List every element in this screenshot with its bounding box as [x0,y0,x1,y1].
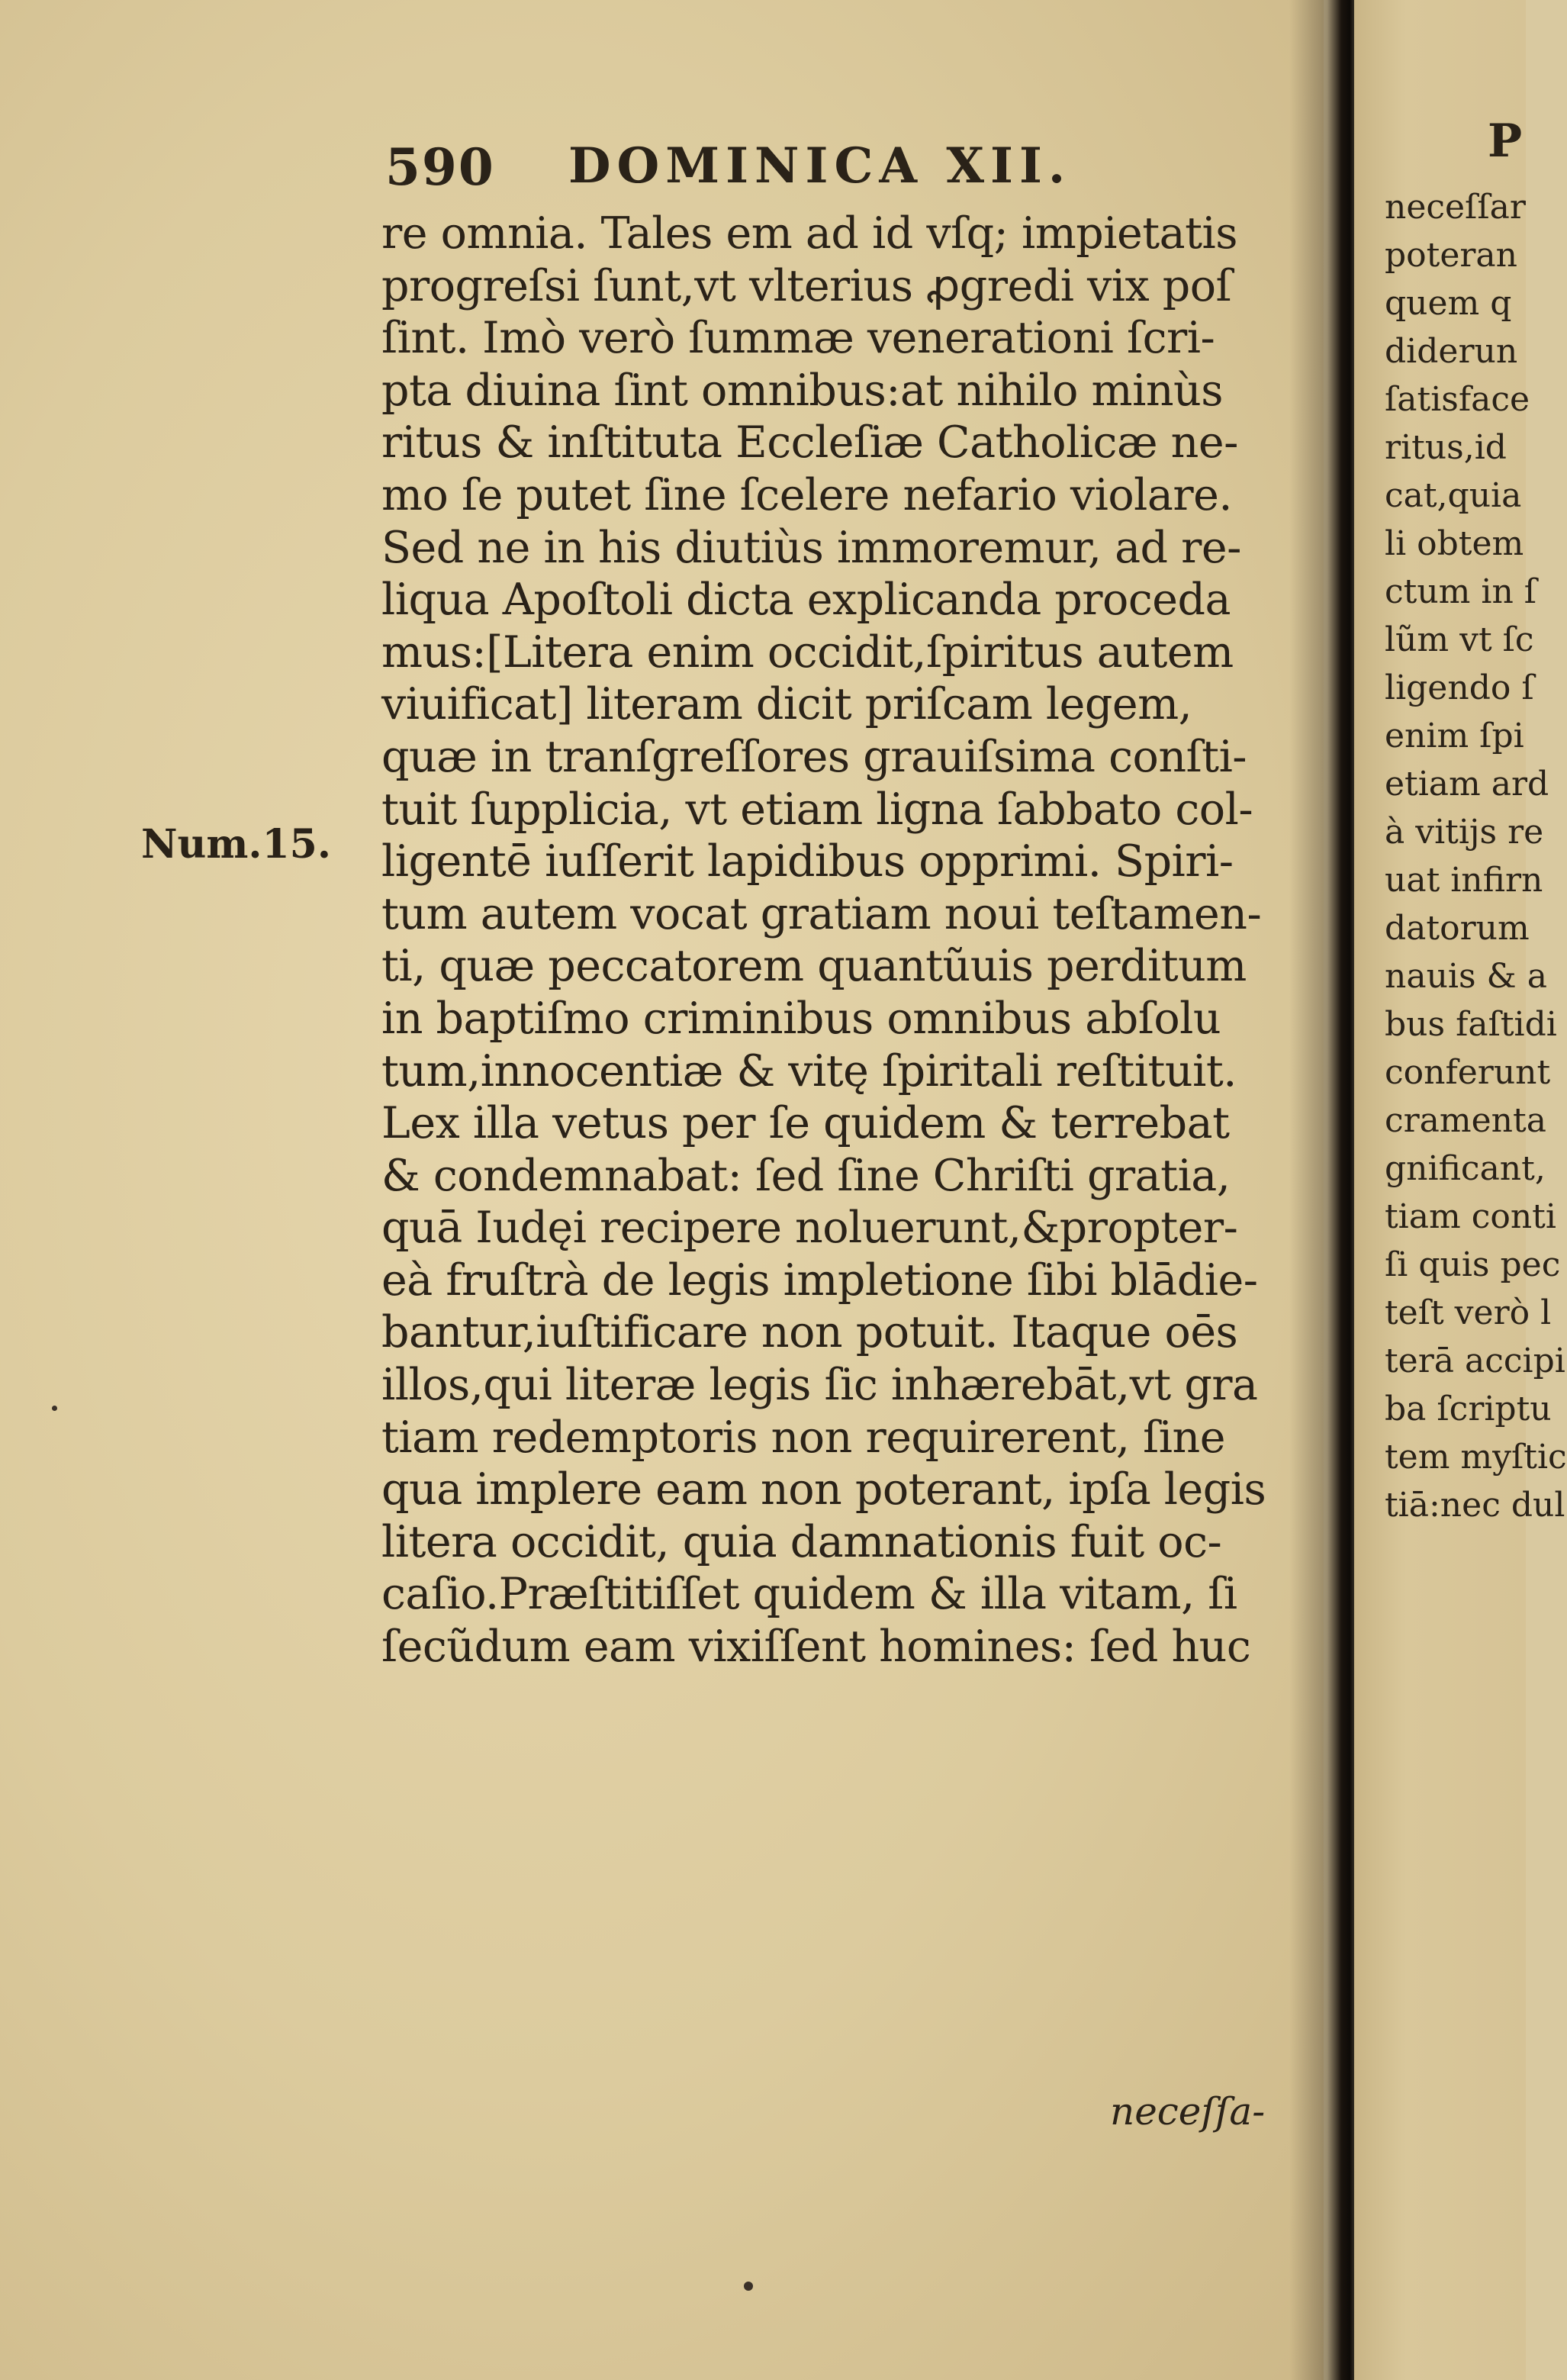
text-line: terā accipi [1385,1341,1565,1380]
text-line: diderun [1385,332,1518,371]
text-line: bus faſtidi [1385,1005,1557,1044]
right-page-text [1385,183,1567,1529]
text-line: nauis & a [1385,957,1547,996]
text-line: progreſsi ſunt,vt vlterius ꝓgredi vix poſ [381,260,1232,311]
text-line: quem q [1385,284,1512,323]
text-line: tum autem vocat gratiam noui teſtamen- [381,888,1262,939]
text-line: à vitijs re [1385,813,1544,852]
text-line: & condemnabat: ſed ſine Chriſti gratia, [381,1150,1231,1201]
text-line: litera occidit, quia damnationis fuit oc- [381,1516,1222,1567]
ink-speck [52,1406,57,1411]
text-line: enim ſpi [1385,717,1524,755]
text-line: li obtem [1385,524,1524,563]
text-line: ctum in ſ [1385,572,1537,611]
text-line: illos,qui literæ legis ſic inhærebāt,vt gra [381,1360,1258,1411]
text-line: tem myſtic [1385,1438,1567,1477]
text-line: quā Iudęi recipere noluerunt,&propter- [381,1203,1238,1254]
text-line: tiam redemptoris non requirerent, ſine [381,1412,1225,1463]
text-line: cat,quia [1385,476,1522,515]
text-line: re omnia. Tales em ad id vſq; impietatis [381,208,1237,259]
text-line: ſi quis pec [1385,1245,1561,1284]
margin-note: Num.15. [141,821,331,868]
text-line: tiam conti [1385,1197,1556,1236]
text-line: tiā:nec dul [1385,1486,1565,1525]
page-number: 590 [385,137,495,197]
text-line: conferunt [1385,1053,1551,1092]
text-line: quæ in tranſgreſſores grauiſsima conſti- [381,731,1247,782]
text-line: teſt verò l [1385,1293,1552,1332]
text-line: eà fruſtrà de legis impletione ſibi blādie- [381,1254,1258,1306]
text-line: qua implere eam non poterant, ipſa legis [381,1464,1266,1515]
text-line: etiam ard [1385,765,1549,804]
text-line: lũm vt ſc [1385,620,1534,659]
text-line: poteran [1385,236,1517,275]
text-line: bantur,iuſtificare non potuit. Itaque oēs [381,1307,1238,1358]
catchword: neceſſa- [1110,2089,1266,2134]
text-line: tuit ſupplicia, vt etiam ligna ſabbato col- [381,784,1253,835]
text-line: ba ſcriptu [1385,1390,1552,1428]
body-text [381,208,1324,1673]
text-line: neceſſar [1385,188,1526,227]
text-line: mus:[Litera enim occidit,ſpiritus autem [381,626,1234,678]
text-line: caſio.Præſtitiſſet quidem & illa vitam, ſi [381,1569,1237,1620]
text-line: viuificat] literam dicit priſcam legem, [381,679,1192,730]
text-line: ritus,id [1385,428,1507,467]
text-line: ti, quæ peccatorem quantũuis perditum [381,941,1247,992]
ink-speck [744,2282,753,2291]
text-line: tum,innocentiæ & vitę ſpiritali reſtituit. [381,1045,1237,1097]
text-line: Lex illa vetus per ſe quidem & terrebat [381,1098,1230,1149]
text-line: ligendo ſ [1385,668,1534,707]
text-line: in baptiſmo criminibus omnibus abſolu [381,993,1221,1044]
text-line: gnificant, [1385,1149,1546,1188]
right-page-header: P [1488,114,1523,168]
right-page [1354,0,1567,2380]
text-line: Sed ne in his diutiùs immoremur, ad re- [381,522,1241,573]
page-header [385,137,1301,206]
text-line: uat infirn [1385,861,1543,900]
text-line: pta diuina ſint omnibus:at nihilo minùs [381,365,1223,416]
text-line: mo ſe putet ſine ſcelere nefario violare. [381,469,1232,520]
text-line: ſint. Imò verò ſummæ venerationi ſcri- [381,313,1215,364]
text-line: cramenta [1385,1101,1546,1140]
text-line: datorum [1385,909,1530,948]
running-title: DOMINICA XII. [568,137,1072,195]
text-line: ritus & inſtituta Eccleſiæ Catholicæ ne- [381,417,1238,469]
text-line: ſecũdum eam vixiſſent homines: ſed huc [381,1622,1251,1673]
text-line: ſatisface [1385,380,1530,419]
text-line: ligentē iuſſerit lapidibus opprimi. Spiri- [381,836,1234,887]
text-line: liqua Apoſtoli dicta explicanda proceda [381,575,1231,626]
